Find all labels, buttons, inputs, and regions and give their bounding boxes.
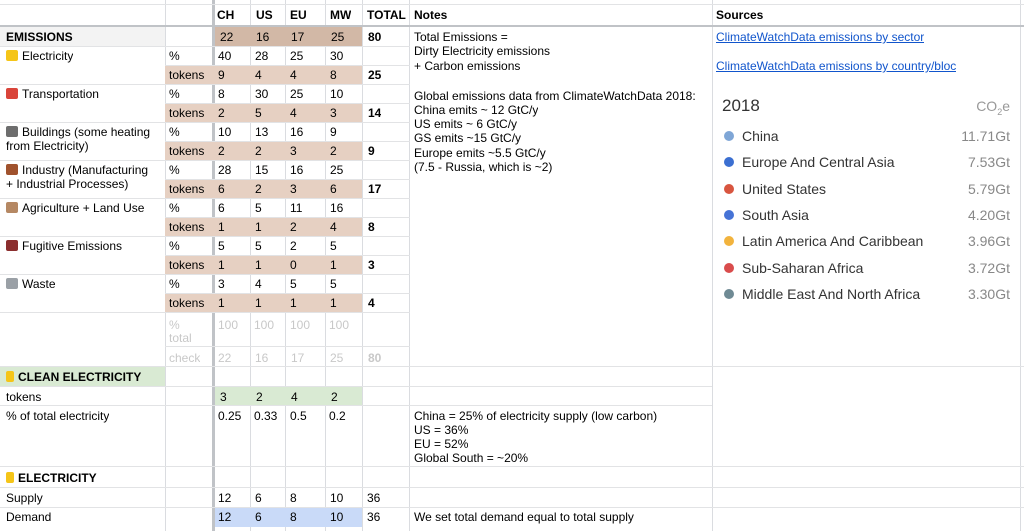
clean-tokens-mw[interactable]: 2	[331, 390, 338, 404]
note-global-6: (7.5 - Russia, which is ~2)	[414, 160, 553, 174]
note-global-3: US emits ~ 6 GtC/y	[414, 117, 518, 131]
sector-pct-cell[interactable]: 30	[255, 87, 269, 101]
legend-dot-icon	[724, 210, 734, 220]
lightning-icon	[6, 371, 14, 382]
note-total-2: Dirty Electricity emissions	[414, 44, 551, 58]
supply-eu[interactable]: 8	[290, 491, 297, 505]
sector-pct-cell[interactable]: 15	[255, 163, 269, 177]
legend-dot-icon	[724, 184, 734, 194]
cw-row-name: United States	[742, 180, 827, 197]
building-icon	[6, 126, 18, 137]
col-header-notes[interactable]: Notes	[414, 8, 448, 22]
sector-pct-cell[interactable]: 28	[255, 49, 269, 63]
sector-tokens-label: tokens	[169, 296, 205, 310]
note-clean-2: US = 36%	[414, 423, 469, 437]
pct-total-eu[interactable]: 100	[290, 318, 311, 332]
sector-pct-cell[interactable]: 5	[218, 239, 225, 253]
sector-name[interactable]	[6, 239, 122, 253]
sector-tokens-cell[interactable]: 2	[330, 144, 337, 158]
cw-row-name: China	[742, 128, 779, 144]
cw-row-value: 3.72Gt	[967, 259, 1010, 276]
sector-tokens-cell[interactable]: 1	[290, 296, 297, 310]
sector-pct-label: %	[169, 239, 180, 253]
demand-label: Demand	[6, 510, 52, 524]
legend-dot-icon	[724, 263, 734, 273]
sector-tokens-label: tokens	[169, 258, 205, 272]
note-clean-4: Global South = ~20%	[414, 451, 529, 465]
cw-row-name: Europe And Central Asia	[742, 154, 895, 171]
sector-name-line2: from Electricity)	[6, 139, 89, 153]
sector-tokens-cell[interactable]: 2	[255, 182, 262, 196]
check-label: check	[169, 351, 201, 365]
sector-name[interactable]	[6, 125, 150, 139]
sector-tokens-cell[interactable]: 0	[290, 258, 297, 272]
sector-tokens-cell[interactable]: 2	[218, 106, 225, 120]
sector-pct-cell[interactable]: 25	[290, 87, 304, 101]
cw-row-name: South Asia	[742, 206, 809, 223]
sector-name-text: Agriculture + Land Use	[22, 201, 145, 215]
cw-row-value: 7.53Gt	[967, 154, 1010, 171]
clean-title-text: CLEAN ELECTRICITY	[18, 370, 142, 384]
legend-dot-icon	[724, 236, 734, 246]
electricity-title-text: ELECTRICITY	[18, 471, 97, 485]
cw-row	[722, 152, 1010, 172]
clean-pct-us[interactable]: 0.33	[254, 409, 278, 423]
trash-icon	[6, 278, 18, 289]
sector-tokens-cell[interactable]: 3	[330, 106, 337, 120]
sector-pct-label: %	[169, 49, 180, 63]
emissions-title[interactable]: EMISSIONS	[6, 30, 73, 44]
source-link-country[interactable]: ClimateWatchData emissions by country/bloc	[716, 59, 957, 73]
cw-row-value: 3.30Gt	[967, 285, 1010, 302]
sector-tokens-cell[interactable]: 3	[290, 144, 297, 158]
sector-tokens-cell[interactable]: 5	[255, 106, 262, 120]
clean-pct-ch[interactable]: 0.25	[218, 409, 242, 423]
pct-total-us[interactable]: 100	[254, 318, 275, 332]
cw-row-value: 4.20Gt	[967, 206, 1010, 223]
clean-tokens-label: tokens	[6, 390, 42, 404]
source-link-sector[interactable]: ClimateWatchData emissions by sector	[716, 30, 925, 44]
climatewatch-chart	[716, 88, 1016, 318]
sector-name[interactable]	[6, 49, 73, 63]
sector-tokens-cell[interactable]: 2	[290, 220, 297, 234]
clean-electricity-title[interactable]	[6, 370, 141, 384]
cw-row	[722, 179, 1010, 199]
col-header-sources[interactable]: Sources	[716, 8, 764, 22]
supply-ch[interactable]: 12	[218, 491, 232, 505]
sector-pct-cell[interactable]: 2	[290, 239, 297, 253]
sector-name-text: Transportation	[22, 87, 99, 101]
emissions-total-total[interactable]: 80	[368, 30, 382, 44]
sector-tokens-cell[interactable]: 8	[330, 68, 337, 82]
sector-name[interactable]	[6, 201, 144, 215]
note-demand: We set total demand equal to total supply	[414, 510, 634, 524]
supply-mw[interactable]: 10	[330, 491, 344, 505]
factory-icon	[6, 164, 18, 175]
cw-row	[722, 284, 1010, 304]
sector-tokens-label: tokens	[169, 106, 205, 120]
car-icon	[6, 88, 18, 99]
sector-tokens-cell[interactable]: 1	[255, 296, 262, 310]
clean-pct-label: % of total electricity	[6, 409, 110, 423]
sector-tokens-total[interactable]: 8	[368, 220, 375, 234]
sector-pct-cell[interactable]: 16	[290, 125, 304, 139]
sector-tokens-cell[interactable]: 1	[255, 220, 262, 234]
sector-tokens-cell[interactable]: 1	[255, 258, 262, 272]
cw-unit-sub: 2	[997, 106, 1003, 117]
sector-tokens-label: tokens	[169, 144, 205, 158]
note-global-2: China emits ~ 12 GtC/y	[414, 103, 539, 117]
emissions-total-mw[interactable]: 25	[331, 30, 345, 44]
demand-us[interactable]: 6	[255, 510, 262, 524]
cw-row-name: Sub-Saharan Africa	[742, 259, 864, 276]
sector-tokens-label: tokens	[169, 220, 205, 234]
sector-name-line2: + Industrial Processes)	[6, 177, 129, 191]
sector-name[interactable]	[6, 163, 148, 177]
cw-row	[722, 205, 1010, 225]
sector-tokens-total[interactable]: 4	[368, 296, 375, 310]
col-header-us[interactable]: US	[256, 8, 273, 22]
cw-row-value: 11.71Gt	[961, 128, 1010, 144]
sector-tokens-cell[interactable]: 1	[218, 296, 225, 310]
note-clean-3: EU = 52%	[414, 437, 469, 451]
clean-tokens-us[interactable]: 2	[256, 390, 263, 404]
sector-tokens-cell[interactable]: 4	[290, 68, 297, 82]
legend-dot-icon	[724, 157, 734, 167]
sector-tokens-cell[interactable]: 1	[330, 258, 337, 272]
sector-pct-cell[interactable]: 3	[218, 277, 225, 291]
clean-tokens-ch[interactable]: 3	[220, 390, 227, 404]
sector-pct-cell[interactable]: 28	[218, 163, 232, 177]
sector-name-text: Industry (Manufacturing	[22, 163, 149, 177]
sector-pct-cell[interactable]: 30	[330, 49, 344, 63]
note-global-5: Europe emits ~5.5 GtC/y	[414, 146, 546, 160]
cw-row-value: 5.79Gt	[967, 180, 1010, 197]
sector-tokens-cell[interactable]: 1	[218, 258, 225, 272]
sector-pct-cell[interactable]: 11	[290, 201, 303, 215]
sector-pct-cell[interactable]: 10	[330, 87, 344, 101]
emissions-total-eu[interactable]: 17	[291, 30, 305, 44]
cw-year: 2018	[722, 96, 760, 115]
sector-pct-cell[interactable]: 25	[330, 163, 344, 177]
cw-row	[722, 258, 1010, 278]
cw-row-name: Latin America And Caribbean	[742, 233, 924, 250]
sector-pct-cell[interactable]: 5	[330, 239, 337, 253]
sector-pct-cell[interactable]: 5	[330, 277, 337, 291]
supply-us[interactable]: 6	[255, 491, 262, 505]
sector-tokens-total[interactable]: 25	[368, 68, 382, 82]
sector-pct-label: %	[169, 125, 180, 139]
pct-total-ch[interactable]: 100	[218, 318, 239, 332]
sector-pct-cell[interactable]: 5	[255, 239, 262, 253]
sector-tokens-cell[interactable]: 1	[330, 296, 337, 310]
note-clean-1: China = 25% of electricity supply (low carbon)	[414, 409, 658, 423]
sector-tokens-cell[interactable]: 6	[330, 182, 337, 196]
sector-pct-cell[interactable]: 16	[330, 201, 344, 215]
cw-row-name: Middle East And North Africa	[742, 285, 921, 302]
sector-pct-label: %	[169, 87, 180, 101]
sector-pct-cell[interactable]: 5	[255, 201, 262, 215]
note-global-4: GS emits ~15 GtC/y	[414, 131, 522, 145]
sector-tokens-cell[interactable]: 6	[218, 182, 225, 196]
sector-name[interactable]	[6, 87, 99, 101]
check-ch[interactable]: 22	[218, 351, 232, 365]
sector-pct-label: %	[169, 277, 180, 291]
demand-total[interactable]: 36	[367, 510, 381, 524]
emissions-total-ch[interactable]: 22	[220, 30, 234, 44]
lightning-icon	[6, 50, 18, 61]
check-us[interactable]: 16	[255, 351, 269, 365]
sector-pct-cell[interactable]: 16	[290, 163, 304, 177]
col-header-total[interactable]: TOTAL	[367, 8, 406, 22]
note-total-3: + Carbon emissions	[414, 59, 521, 73]
cow-icon	[6, 202, 18, 213]
cw-row	[722, 126, 1010, 146]
supply-label: Supply	[6, 491, 43, 505]
cw-unit	[976, 98, 1010, 117]
sector-name-text: Buildings (some heating	[22, 125, 151, 139]
sector-tokens-total[interactable]: 3	[368, 258, 375, 272]
col-header-mw[interactable]: MW	[330, 8, 352, 22]
cw-unit-suffix: e	[1002, 98, 1010, 114]
sector-tokens-label: tokens	[169, 68, 205, 82]
sector-tokens-cell[interactable]: 3	[290, 182, 297, 196]
sector-pct-cell[interactable]: 4	[255, 277, 262, 291]
fuel-can-icon	[6, 240, 18, 251]
sector-pct-cell[interactable]: 9	[330, 125, 337, 139]
cw-row-value: 3.96Gt	[967, 233, 1010, 250]
clean-pct-mw[interactable]: 0.2	[329, 409, 346, 423]
legend-dot-icon	[724, 289, 734, 299]
demand-eu[interactable]: 8	[290, 510, 297, 524]
sector-pct-label: %	[169, 201, 180, 215]
sector-name[interactable]	[6, 277, 56, 291]
pct-total-label: %	[169, 318, 180, 332]
sector-pct-cell[interactable]: 5	[290, 277, 297, 291]
note-global-1: Global emissions data from ClimateWatchData 2018:	[414, 89, 696, 103]
sector-tokens-total[interactable]: 17	[368, 182, 382, 196]
lightning-icon	[6, 472, 14, 483]
demand-ch[interactable]: 12	[218, 510, 232, 524]
pct-total-label2: total	[169, 331, 192, 345]
demand-mw[interactable]: 10	[330, 510, 344, 524]
pct-total-mw[interactable]: 100	[329, 318, 350, 332]
sector-tokens-cell[interactable]: 9	[218, 68, 225, 82]
clean-tokens-eu[interactable]: 4	[291, 390, 298, 404]
check-mw[interactable]: 25	[330, 351, 344, 365]
sector-tokens-label: tokens	[169, 182, 205, 196]
sector-pct-cell[interactable]: 6	[218, 201, 225, 215]
sector-pct-cell[interactable]: 13	[255, 125, 269, 139]
check-eu[interactable]: 17	[291, 351, 305, 365]
sector-pct-cell[interactable]: 40	[218, 49, 232, 63]
cw-row	[722, 231, 1010, 251]
sector-name-text: Electricity	[22, 49, 74, 63]
legend-dot-icon	[724, 131, 734, 141]
electricity-title[interactable]	[6, 471, 97, 485]
sector-tokens-cell[interactable]: 4	[330, 220, 337, 234]
sector-tokens-total[interactable]: 14	[368, 106, 382, 120]
sector-tokens-cell[interactable]: 4	[255, 68, 262, 82]
sector-pct-label: %	[169, 163, 180, 177]
sector-pct-cell[interactable]: 8	[218, 87, 225, 101]
col-header-ch[interactable]: CH	[217, 8, 235, 22]
sector-tokens-cell[interactable]: 1	[218, 220, 225, 234]
emissions-total-us[interactable]: 16	[256, 30, 270, 44]
sector-name-text: Fugitive Emissions	[22, 239, 123, 253]
sector-pct-cell[interactable]: 25	[290, 49, 304, 63]
sector-tokens-total[interactable]: 9	[368, 144, 375, 158]
note-total-1: Total Emissions =	[414, 30, 508, 44]
sector-tokens-cell[interactable]: 2	[218, 144, 225, 158]
sector-tokens-cell[interactable]: 2	[255, 144, 262, 158]
col-header-eu[interactable]: EU	[290, 8, 307, 22]
sector-pct-cell[interactable]: 10	[218, 125, 232, 139]
supply-total[interactable]: 36	[367, 491, 381, 505]
check-total[interactable]: 80	[368, 351, 382, 365]
sector-tokens-cell[interactable]: 4	[290, 106, 297, 120]
sector-name-text: Waste	[22, 277, 56, 291]
cw-unit-co: CO	[976, 98, 998, 114]
clean-pct-eu[interactable]: 0.5	[290, 409, 307, 423]
